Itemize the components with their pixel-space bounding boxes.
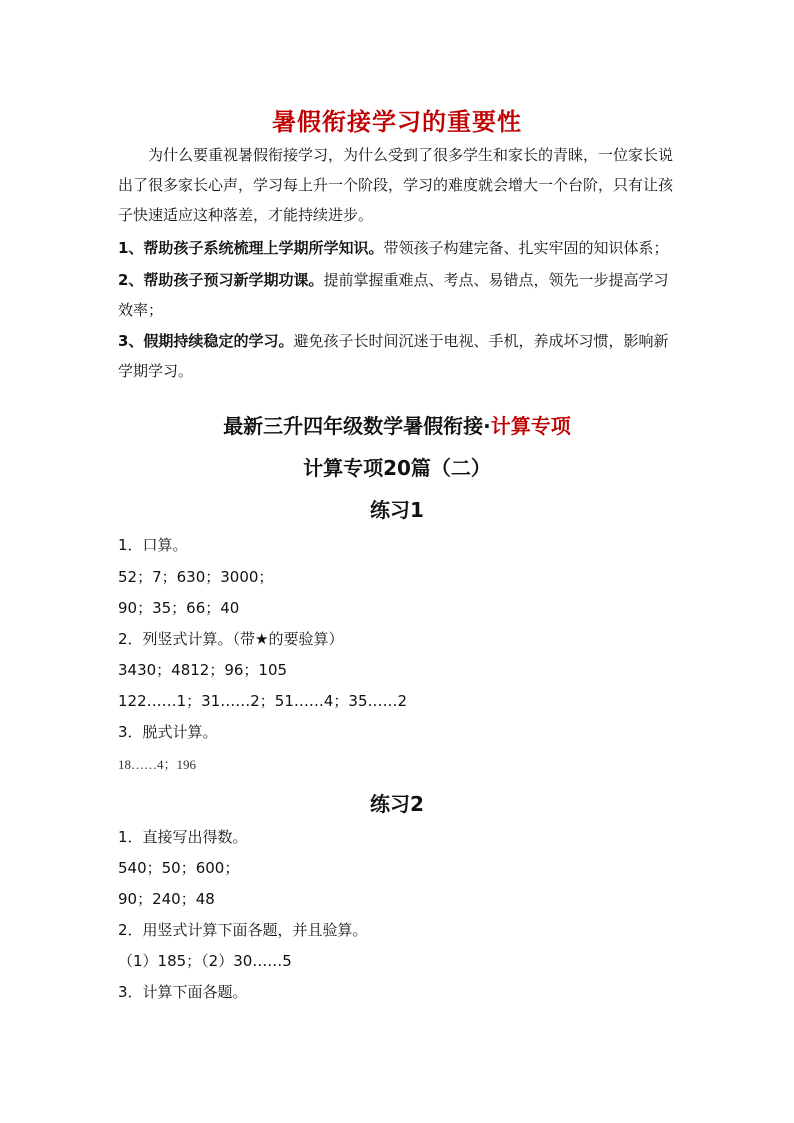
- exercise-1-line: 3430；4812；96；105: [118, 661, 288, 679]
- exercise-1-line: 1．口算。: [118, 536, 188, 554]
- exercise-2-line: 540；50；600；: [118, 859, 240, 877]
- section-heading: [0, 410, 794, 439]
- exercise-1-line: 2．列竖式计算。（带★的要验算）: [118, 630, 344, 648]
- exercise-1-line: 3．脱式计算。: [118, 723, 218, 741]
- point-3-text: 避免孩子长时间沉迷于电视、手机，养成坏习惯，影响新学期学习。: [118, 332, 669, 380]
- point-1-bold: 1、帮助孩子系统梳理上学期所学知识。: [118, 239, 384, 257]
- subheading: 计算专项20篇（二）: [303, 456, 491, 480]
- exercise-1-line: 122……1；31……2；51……4；35……2: [118, 692, 408, 710]
- intro-paragraph: 为什么要重视暑假衔接学习，为什么受到了很多学生和家长的青睐，一位家长说出了很多家长心声，学习每上升一个阶段，学习的难度就会增大一个台阶，只有让孩子快速适应这种落差，才能持续进步。: [118, 146, 674, 224]
- point-1-text: 带领孩子构建完备、扎实牢固的知识体系；: [383, 239, 669, 257]
- page-title: 暑假衔接学习的重要性: [272, 108, 522, 136]
- point-2-bold: 2、帮助孩子预习新学期功课。: [118, 271, 324, 289]
- point-2: [118, 265, 678, 325]
- exercise-1-line: 18……4；196: [118, 757, 197, 772]
- section-heading-highlight: 计算专项: [490, 414, 571, 438]
- point-1: [118, 233, 678, 263]
- exercise-2-line: （1）185；（2）30……5: [118, 952, 292, 970]
- exercise-1-title: 练习1: [370, 498, 424, 522]
- point-3-bold: 3、假期持续稳定的学习。: [118, 332, 294, 350]
- exercise-2-line: 2．用竖式计算下面各题，并且验算。: [118, 921, 368, 939]
- exercise-2-line: 90；240；48: [118, 890, 215, 908]
- exercise-2-line: 3．计算下面各题。: [118, 983, 248, 1001]
- exercise-2-title: 练习2: [370, 792, 424, 816]
- section-heading-main: 最新三升四年级数学暑假衔接·: [223, 414, 491, 438]
- exercise-1-line: 52；7；630；3000；: [118, 568, 274, 586]
- point-3: [118, 326, 678, 386]
- exercise-2-line: 1．直接写出得数。: [118, 828, 248, 846]
- exercise-1-line: 90；35；66；40: [118, 599, 240, 617]
- point-2-text: 提前掌握重难点、考点、易错点，领先一步提高学习效率；: [118, 271, 669, 319]
